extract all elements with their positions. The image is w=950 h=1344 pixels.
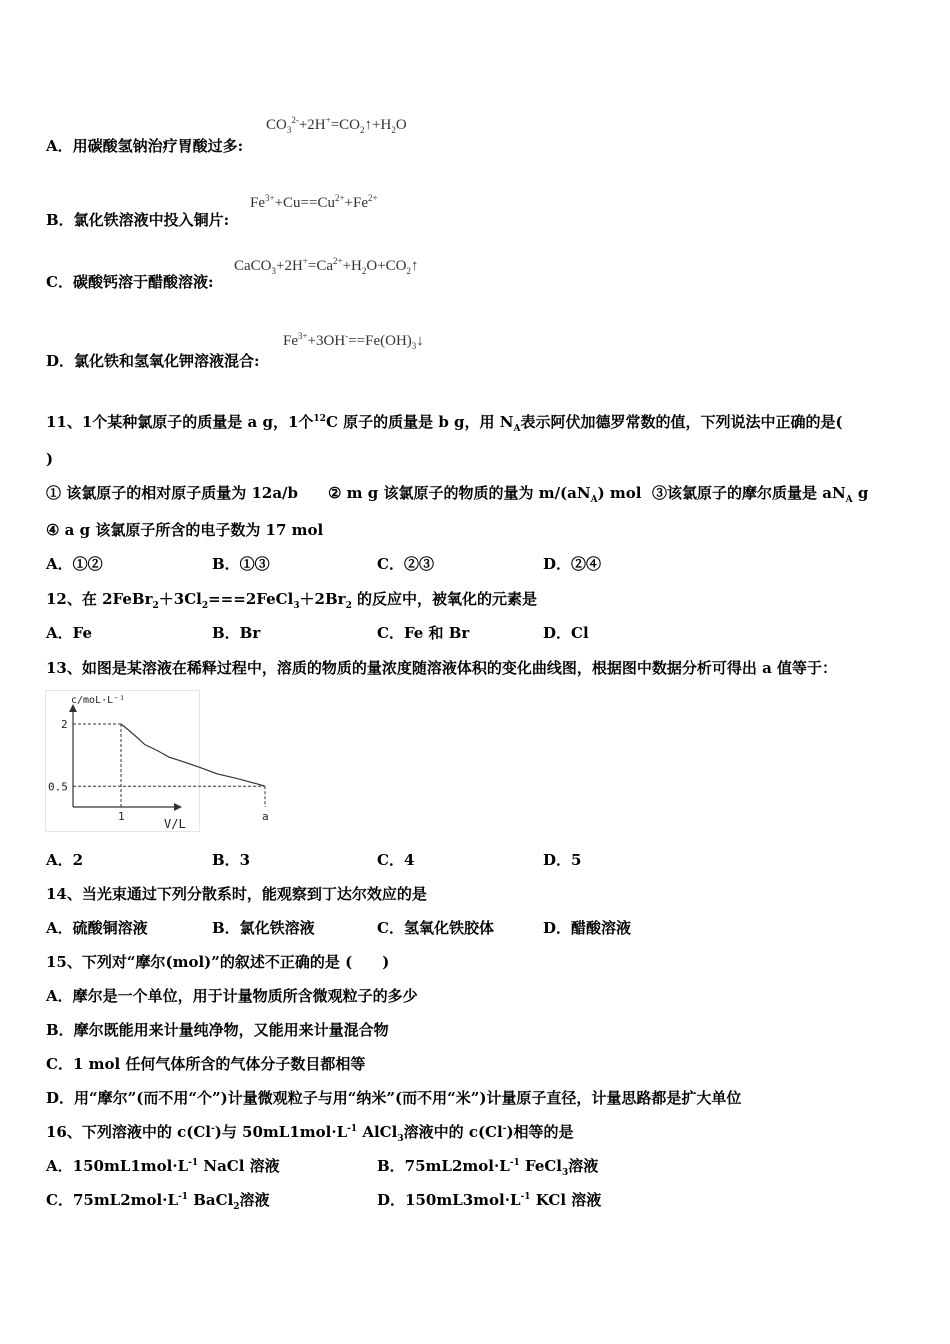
chart-xtick-label: 1: [118, 810, 125, 823]
q13-stem: 13、如图是某溶液在稀释过程中，溶质的物质的量浓度随溶液体积的变化曲线图，根据图中数据分析可得出 a 值等于：: [46, 659, 838, 677]
q16-option-c[interactable]: C．$75mL2mol\cdot L^{-1}$ BaCl$_2$溶液: [46, 1191, 270, 1212]
q11-statement-1: ① 该氯原子的相对原子质量为 12a/b: [46, 484, 299, 502]
q13-option-a[interactable]: A．2: [46, 851, 84, 869]
q11-statement-3: ③该氯原子的摩尔质量是 $aN_A$ g: [652, 484, 869, 505]
q15-stem: 15、下列对“摩尔(mol)”的叙述不正确的是 ( ): [46, 953, 390, 971]
q14-stem: 14、当光束通过下列分散系时，能观察到丁达尔效应的是: [46, 885, 427, 903]
q16-option-a[interactable]: A．$150mL1mol\cdot L^{-1}$ NaCl 溶液: [46, 1157, 280, 1175]
q12-option-d[interactable]: D．Cl: [543, 624, 589, 642]
q11-statement-2: ② m g 该氯原子的物质的量为 $m/(aN_A)$ mol: [328, 484, 642, 505]
q11-option-b[interactable]: B．①③: [212, 555, 270, 573]
q16-option-b[interactable]: B．$75mL2mol\cdot L^{-1}$ FeCl$_3$溶液: [377, 1157, 599, 1178]
q11-stem-end: ): [46, 450, 54, 468]
q13-option-d[interactable]: D．5: [543, 851, 582, 869]
q12-stem: 12、在 $2FeBr_2+3Cl_2===2FeCl_3+2Br_2$ 的反应中，被氧化的元素是: [46, 590, 538, 611]
q10-option-a-label: A．用碳酸氢钠治疗胃酸过多:: [46, 137, 244, 155]
q11-option-c[interactable]: C．②③: [377, 555, 434, 573]
q15-option-d[interactable]: D．用“摩尔”(而不用“个”)计量微观粒子与用“纳米”(而不用“米”)计量原子直径，计量思路都是扩大单位: [46, 1089, 742, 1107]
q14-option-c[interactable]: C．氢氧化铁胶体: [377, 919, 494, 937]
q11-option-d[interactable]: D．②④: [543, 555, 602, 573]
chart-ylabel: c/moL·L⁻¹: [71, 695, 126, 706]
q12-option-a[interactable]: A．Fe: [46, 624, 93, 642]
q10-option-b-label: B．氯化铁溶液中投入铜片:: [46, 211, 230, 229]
q10-option-a-equation: $CO_3^{2-}+2H^+=CO_2↑+H_2O$: [266, 115, 407, 135]
q10-option-c-equation: $CaCO_3+2H^+=Ca^{2+}+H_2O+CO_2↑$: [234, 256, 419, 276]
q15-option-b[interactable]: B．摩尔既能用来计量纯净物，又能用来计量混合物: [46, 1021, 389, 1039]
q12-option-b[interactable]: B．Br: [212, 624, 261, 642]
q15-option-a[interactable]: A．摩尔是一个单位，用于计量物质所含微观粒子的多少: [46, 987, 418, 1005]
q13-option-b[interactable]: B．3: [212, 851, 251, 869]
chart-ytick-label: 0.5: [48, 780, 68, 794]
chart-ytick-label: 2: [61, 718, 68, 731]
q10-option-c-label: C．碳酸钙溶于醋酸溶液:: [46, 273, 214, 291]
q14-option-b[interactable]: B．氯化铁溶液: [212, 919, 315, 937]
chart-xtick-label: a: [262, 810, 269, 823]
q10-option-d-label: D．氯化铁和氢氧化钾溶液混合:: [46, 352, 260, 370]
q13-chart: [45, 690, 269, 832]
q12-option-c[interactable]: C．Fe 和 Br: [377, 624, 470, 642]
q11-option-a[interactable]: A．①②: [46, 555, 103, 573]
q13-option-c[interactable]: C．4: [377, 851, 415, 869]
q10-option-d-equation: $Fe^{3+}+3OH^-==Fe(OH)_3↓$: [283, 331, 424, 351]
q14-option-a[interactable]: A．硫酸铜溶液: [46, 919, 148, 937]
q15-option-c[interactable]: C．1 mol 任何气体所含的气体分子数目都相等: [46, 1055, 366, 1073]
q11-stem: 11、1个某种氯原子的质量是 a g，1个$^{12}$C 原子的质量是 b g，用 $N_A$表示阿伏加德罗常数的值，下列说法中正确的是(: [46, 413, 843, 434]
chart-xlabel: V/L: [164, 817, 186, 831]
q10-option-b-equation: $Fe^{3+}+Cu==Cu^{2+}+Fe^{2+}$: [250, 193, 378, 211]
q14-option-d[interactable]: D．醋酸溶液: [543, 919, 632, 937]
q16-stem: 16、下列溶液中的 c(Cl-)与 $50mL1mol\cdot L^{-1}$ AlCl$_3$溶液中的 c(Cl-)相等的是: [46, 1123, 574, 1144]
q11-statement-4: ④ a g 该氯原子所含的电子数为 17 mol: [46, 521, 324, 539]
q16-option-d[interactable]: D．$150mL3mol\cdot L^{-1}$ KCl 溶液: [377, 1191, 602, 1209]
